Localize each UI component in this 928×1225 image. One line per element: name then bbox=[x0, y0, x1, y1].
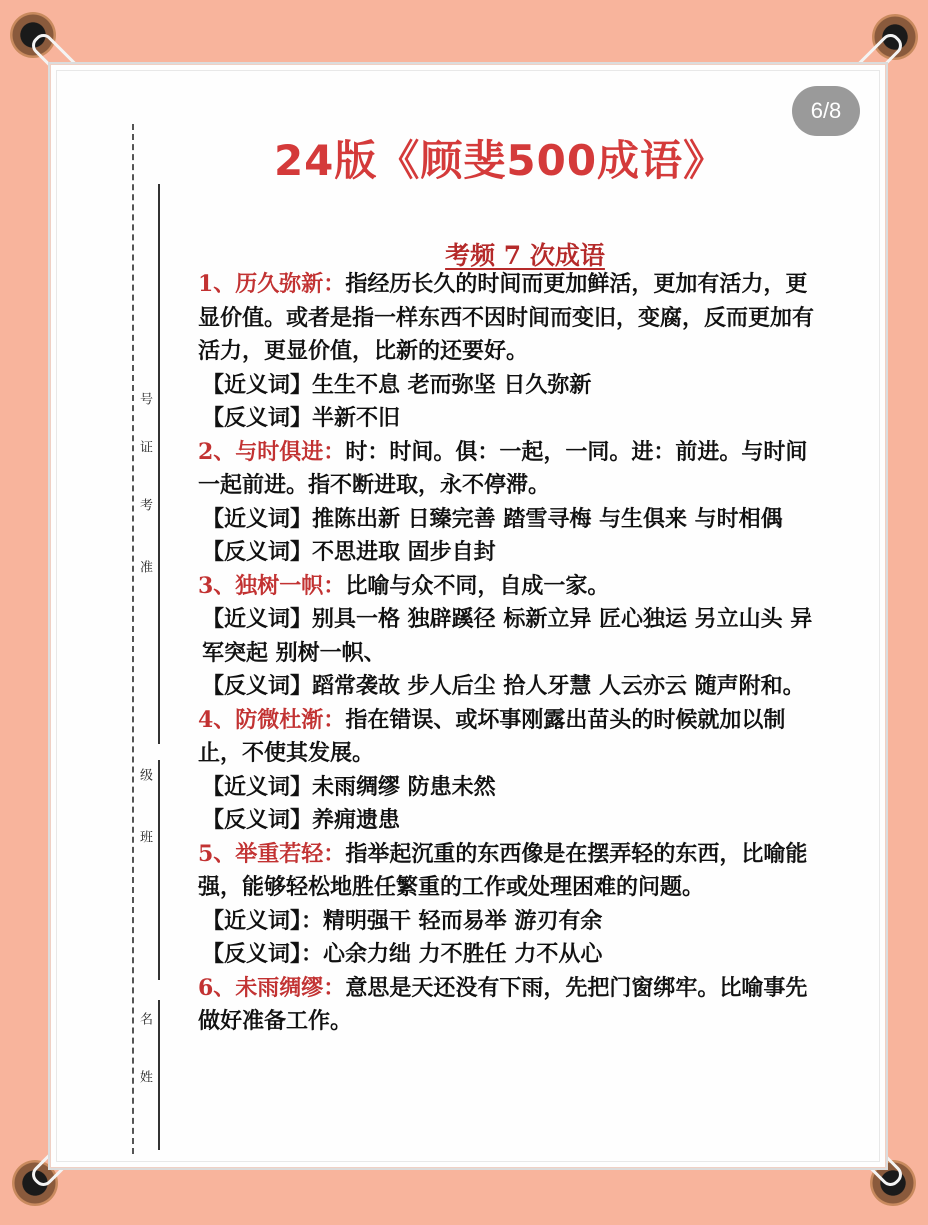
side-label-zhun: 准 bbox=[137, 560, 152, 573]
entry-3-synonyms: 【近义词】别具一格 独辟蹊径 标新立异 匠心独运 另立山头 异军突起 别树一帜、 bbox=[202, 606, 813, 666]
entry-1-definition bbox=[198, 268, 823, 369]
entry-2-text: 时：时间。俱：一起，一同。进：前进。与时间一起前进。指不断进取，永不停滞。 bbox=[198, 438, 808, 498]
entry-6-text: 意思是天还没有下雨，先把门窗绑牢。比喻事先做好准备工作。 bbox=[198, 974, 808, 1034]
entry-1-synonyms: 【近义词】生生不息 老而弥坚 日久弥新 bbox=[202, 371, 592, 398]
entry-4-heading: 4、防微杜渐： bbox=[198, 706, 346, 733]
entry-2-definition bbox=[198, 436, 823, 503]
side-label-hao: 号 bbox=[137, 392, 152, 405]
entry-4-synonyms: 【近义词】未雨绸缪 防患未然 bbox=[202, 773, 496, 800]
entry-2-synonyms: 【近义词】推陈出新 日臻完善 踏雪寻梅 与生俱来 与时相偶 bbox=[202, 505, 783, 532]
side-label-ban: 班 bbox=[137, 830, 152, 843]
entry-3-antonyms: 【反义词】蹈常袭故 步人后尘 拾人牙慧 人云亦云 随声附和。 bbox=[202, 673, 805, 699]
entry-4-text: 指在错误、或坏事刚露出苗头的时候就加以制止，不使其发展。 bbox=[198, 706, 786, 766]
entry-2-heading: 2、与时俱进： bbox=[198, 438, 346, 465]
entry-5-heading: 5、举重若轻： bbox=[198, 840, 346, 867]
entry-5-synonyms: 【近义词】：精明强干 轻而易举 游刃有余 bbox=[202, 907, 603, 934]
side-label-xing: 姓 bbox=[137, 1070, 152, 1083]
entry-1-antonyms: 【反义词】半新不旧 bbox=[202, 405, 401, 431]
entry-1-heading: 1、历久弥新： bbox=[198, 271, 346, 297]
document-title: 24版《顾斐500成语》 bbox=[273, 136, 727, 185]
entry-2-antonyms: 【反义词】不思进取 固步自封 bbox=[202, 539, 496, 565]
entry-4-antonyms: 【反义词】养痈遗患 bbox=[202, 807, 401, 833]
entry-5-antonyms: 【反义词】：心余力绌 力不胜任 力不从心 bbox=[202, 941, 603, 967]
entry-4-definition bbox=[198, 704, 823, 771]
entry-5-text: 指举起沉重的东西像是在摆弄轻的东西，比喻能强，能够轻松地胜任繁重的工作或处理困难的问题。 bbox=[198, 840, 808, 900]
binding-dash-line bbox=[132, 124, 134, 1154]
entry-6-heading: 6、未雨绸缪： bbox=[198, 974, 346, 1001]
name-line bbox=[158, 1000, 160, 1150]
entry-3-text: 比喻与众不同，自成一家。 bbox=[345, 572, 610, 599]
side-label-ji: 级 bbox=[137, 768, 152, 781]
side-label-zheng: 证 bbox=[137, 440, 152, 453]
idiom-list bbox=[198, 268, 823, 1039]
class-line bbox=[158, 760, 160, 980]
entry-3-definition bbox=[198, 570, 823, 604]
exam-number-line bbox=[158, 184, 160, 744]
entry-3-heading: 3、独树一帜： bbox=[198, 572, 346, 599]
entry-6-definition bbox=[198, 972, 823, 1039]
section-subtitle: 考频 7 次成语 bbox=[445, 241, 605, 270]
side-label-ming: 名 bbox=[137, 1012, 152, 1025]
page-indicator-badge: 6/8 bbox=[792, 86, 860, 136]
side-label-kao: 考 bbox=[137, 498, 152, 511]
entry-5-definition bbox=[198, 838, 823, 905]
entry-1-text: 指经历长久的时间而更加鲜活，更加有活力，更显价值。或者是指一样东西不因时间而变旧，变腐，反而更加有活力，更显价值，比新的还要好。 bbox=[198, 271, 815, 364]
